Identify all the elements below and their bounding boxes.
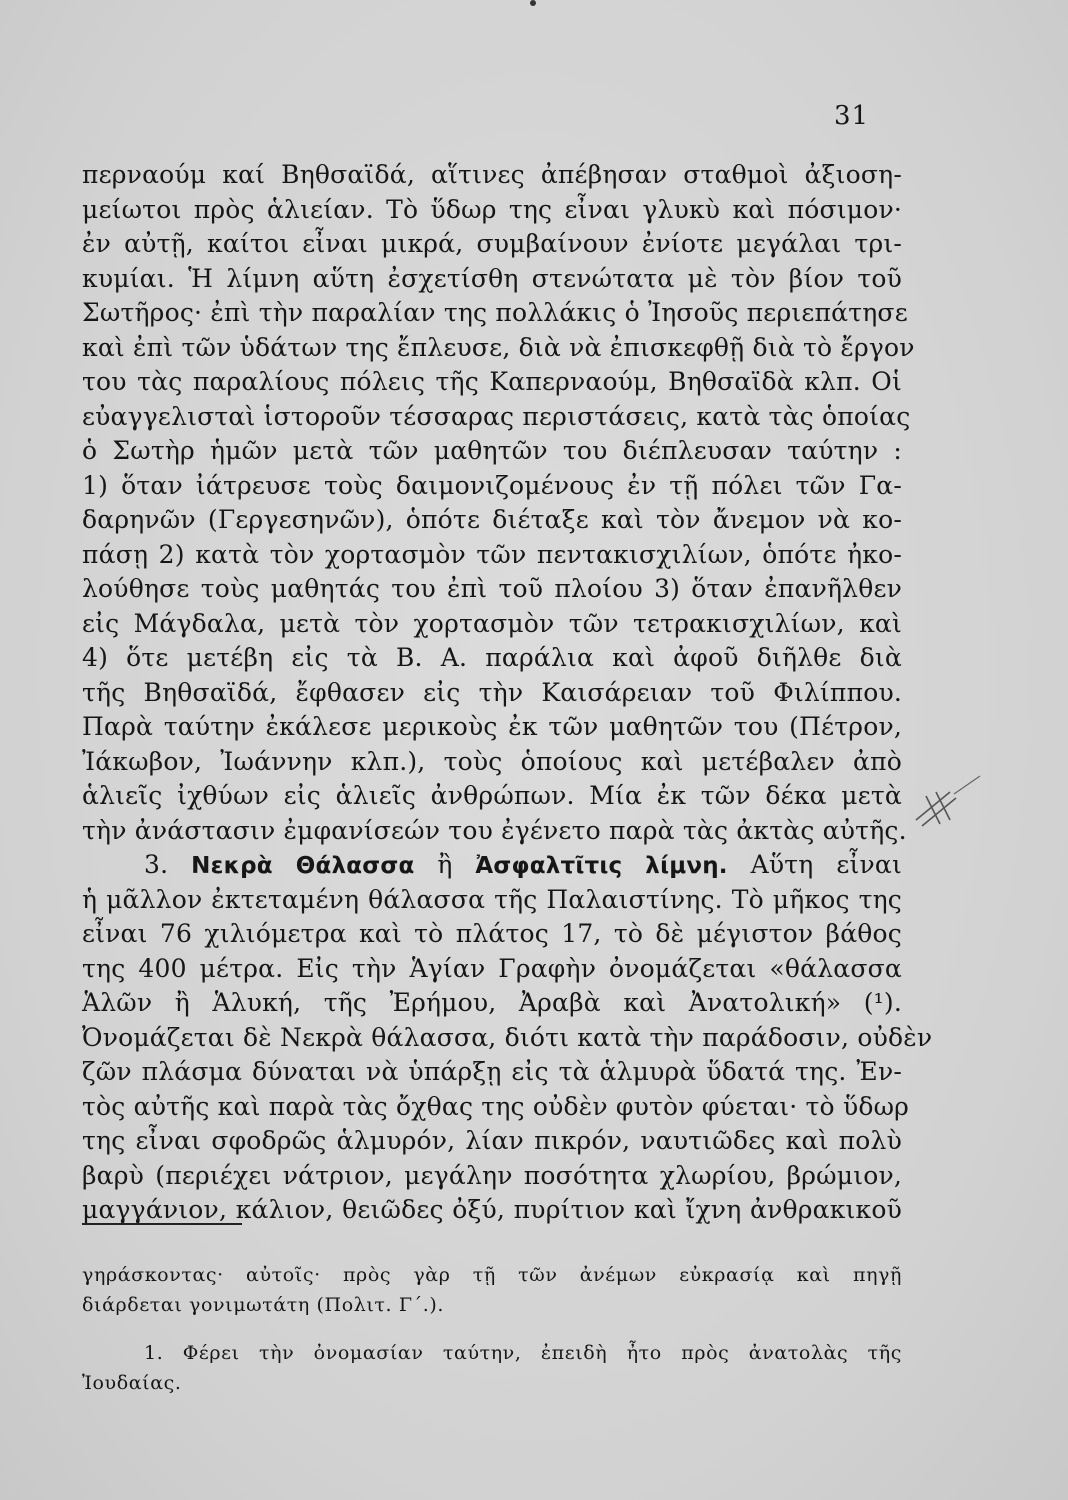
footnotes bbox=[82, 1260, 902, 1398]
text-line: μείωτοι πρὸς ἁλιείαν. Τὸ ὕδωρ της εἶναι γλυκὺ καὶ πόσιμον· bbox=[82, 194, 902, 224]
ink-dot bbox=[530, 0, 536, 6]
text-line: περναούμ καί Βηθσαϊδά, αἵτινες ἀπέβησαν σταθμοὶ ἀξιοση- bbox=[82, 160, 902, 189]
text-line: ἁλιεῖς ἰχθύων εἰς ἁλιεῖς ἀνθρώπων. Μία ἐκ τῶν δέκα μετὰ bbox=[82, 781, 902, 810]
main-text bbox=[82, 158, 933, 1228]
section-title-asphaltitis: Ἀσφαλτῖτις λίμνη. bbox=[475, 853, 728, 879]
text-line: κυμίαι. Ἡ λίμνη αὕτη ἐσχετίσθη στενώτατα μὲ τὸν βίον τοῦ bbox=[82, 263, 902, 293]
text-line: τὸς αὐτῆς καὶ παρὰ τὰς ὄχθας της οὐδὲν φυτὸν φύεται· τὸ ὕδωρ bbox=[82, 1091, 910, 1121]
text-line: δαρηνῶν (Γεργεσηνῶν), ὁπότε διέταξε καὶ τὸν ἄνεμον νὰ κο- bbox=[82, 505, 902, 534]
text-line: τὴν ἀνάστασιν ἐμφανίσεών του ἐγένετο παρὰ τὰς ἀκτὰς αὐτῆς. bbox=[82, 815, 907, 845]
text-line: βαρὺ (περιέχει νάτριον, μεγάλην ποσότητα χλωρίου, βρώμιον, bbox=[82, 1160, 902, 1190]
footnote-1-line: 1. Φέρει τὴν ὀνομασίαν ταύτην, ἐπειδὴ ἦτο πρὸς ἀνατολὰς τῆς bbox=[144, 1342, 902, 1364]
pencil-annotation-mark bbox=[910, 772, 990, 832]
footnote-continued-line: γηράσκοντας· αὐτοῖς· πρὸς γὰρ τῇ τῶν ἀνέμων εὐκρασίᾳ καὶ πηγῇ bbox=[82, 1264, 902, 1286]
section-title-dead-sea: Νεκρὰ Θάλασσα bbox=[191, 853, 415, 879]
text-line: εἰς Μάγδαλα, μετὰ τὸν χορτασμὸν τῶν τετρακισχιλίων, καὶ bbox=[82, 608, 902, 638]
text-line: ἐν αὐτῇ, καίτοι εἶναι μικρά, συμβαίνουν ἐνίοτε μεγάλαι τρι- bbox=[82, 229, 902, 258]
text-line: της εἶναι σφοδρῶς ἁλμυρόν, λίαν πικρόν, ναυτιῶδες καὶ πολὺ bbox=[82, 1126, 902, 1155]
text-line: μαγγάνιον, κάλιον, θειῶδες ὀξύ, πυρίτιον καὶ ἴχνη ἀνθρακικοῦ bbox=[82, 1195, 902, 1224]
text-line: εἶναι 76 χιλιόμετρα καὶ τὸ πλάτος 17, τὸ δὲ μέγιστον βάθος bbox=[82, 919, 902, 948]
section-3-heading-line bbox=[82, 848, 902, 883]
text-line: 4) ὅτε μετέβη εἰς τὰ Β. Α. παράλια καὶ ἀφοῦ διῆλθε διὰ bbox=[82, 643, 902, 672]
text-line: 1) ὅταν ἰάτρευσε τοὺς δαιμονιζομένους ἐν τῇ πόλει τῶν Γα- bbox=[82, 470, 902, 500]
text-line: της 400 μέτρα. Εἰς τὴν Ἁγίαν Γραφὴν ὀνομάζεται «θάλασσα bbox=[82, 953, 902, 983]
page-number: 31 bbox=[834, 101, 870, 131]
text-line: ἡ μᾶλλον ἐκτεταμένη θάλασσα τῆς Παλαιστίνης. Τὸ μῆκος της bbox=[82, 884, 902, 914]
text-line: πάσῃ 2) κατὰ τὸν χορτασμὸν τῶν πεντακισχιλίων, ὁπότε ἠκο- bbox=[82, 539, 902, 569]
text-line: Ὀνομάζεται δὲ Νεκρὰ θάλασσα, διότι κατὰ τὴν παράδοσιν, οὐδὲν bbox=[82, 1022, 933, 1052]
text-line: ὁ Σωτὴρ ἡμῶν μετὰ τῶν μαθητῶν του διέπλευσαν ταύτην : bbox=[82, 436, 902, 465]
text-line: του τὰς παραλίους πόλεις τῆς Καπερναούμ, Βηθσαϊδὰ κλπ. Οἱ bbox=[82, 367, 902, 396]
text-line: λούθησε τοὺς μαθητάς του ἐπὶ τοῦ πλοίου 3) ὅταν ἐπανῆλθεν bbox=[82, 574, 902, 603]
footnote-continued-line: διάρδεται γονιμωτάτη (Πολιτ. Γ΄.). bbox=[82, 1294, 444, 1316]
section-number: 3. bbox=[144, 850, 169, 879]
text-line: καὶ ἐπὶ τῶν ὑδάτων της ἔπλευσε, διὰ νὰ ἐπισκεφθῇ διὰ τὸ ἔργον bbox=[82, 332, 915, 362]
footnote-1-line: Ἰουδαίας. bbox=[82, 1372, 182, 1394]
text-line: Σωτῆρος· ἐπὶ τὴν παραλίαν της πολλάκις ὁ Ἰησοῦς περιεπάτησε bbox=[82, 298, 908, 327]
section-first-line-rest: Αὕτη εἶναι bbox=[750, 850, 902, 879]
text-line: Παρὰ ταύτην ἐκάλεσε μερικοὺς ἐκ τῶν μαθητῶν του (Πέτρον, bbox=[82, 712, 902, 741]
text-line: Ἰάκωβον, Ἰωάννην κλπ.), τοὺς ὁποίους καὶ μετέβαλεν ἀπὸ bbox=[82, 746, 902, 776]
section-title-connector: ἢ bbox=[437, 850, 453, 879]
text-line: Ἁλῶν ἢ Ἁλυκή, τῆς Ἐρήμου, Ἀραβὰ καὶ Ἀνατολική» (¹). bbox=[82, 988, 902, 1017]
text-line: εὐαγγελισταὶ ἱστοροῦν τέσσαρας περιστάσεις, κατὰ τὰς ὁποίας bbox=[82, 401, 911, 431]
text-line: τῆς Βηθσαϊδά, ἔφθασεν εἰς τὴν Καισάρειαν τοῦ Φιλίππου. bbox=[82, 677, 902, 707]
footnote-divider bbox=[82, 1223, 242, 1225]
text-line: ζῶν πλάσμα δύναται νὰ ὑπάρξῃ εἰς τὰ ἁλμυρὰ ὕδατά της. Ἐν- bbox=[82, 1057, 902, 1086]
